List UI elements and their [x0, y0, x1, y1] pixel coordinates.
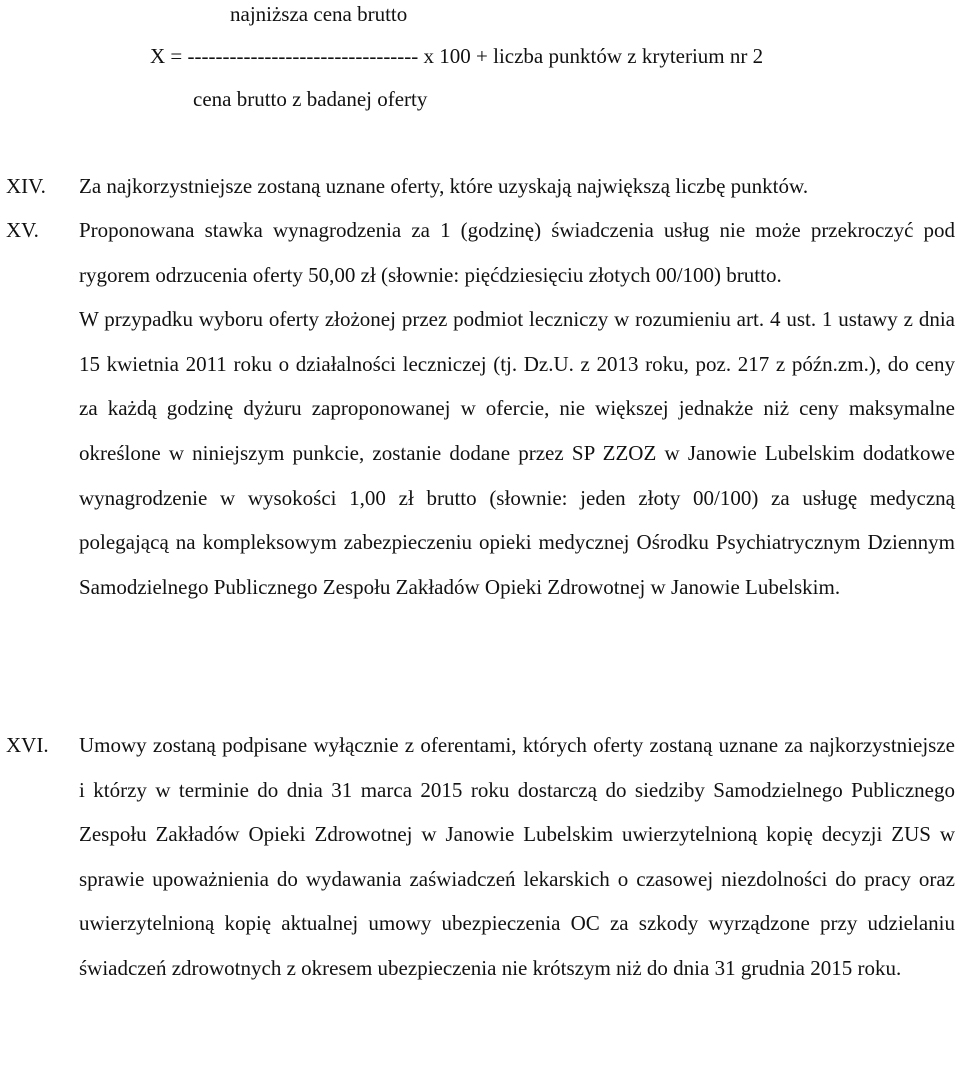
formula-denominator: cena brutto z badanej oferty	[193, 87, 428, 111]
section-body	[79, 164, 955, 209]
formula-main-line: X = --------------------------------- x 100 + liczba punktów z kryterium nr 2	[150, 44, 764, 68]
paragraph: Umowy zostaną podpisane wyłącznie z oferentami, których oferty zostaną uznane za najkorzystniejsze i którzy w terminie do dnia 31 marca 2015 roku dostarczą do siedziby Samodzielnego Publicznego Zespołu Zakładów Opieki Zdrowotnej w Janowie Lubelskim uwierzytelnioną kopię decyzji ZUS w sprawie upoważnienia do wydawania zaświadczeń lekarskich o czasowej niezdolności do pracy oraz uwierzytelnioną kopię aktualnej umowy ubezpieczenia OC za szkody wyrządzone przy udzielaniu świadczeń zdrowotnych z okresem ubezpieczenia nie krótszym niż do dnia 31 grudnia 2015 roku.	[79, 733, 955, 980]
formula-numerator: najniższa cena brutto	[230, 2, 408, 26]
section-number: XVI.	[6, 733, 49, 757]
section-body	[79, 208, 955, 609]
paragraph: Proponowana stawka wynagrodzenia za 1 (godzinę) świadczenia usług nie może przekroczyć pod rygorem odrzucenia oferty 50,00 zł (słownie: pięćdziesięciu złotych 00/100) brutto.	[79, 218, 955, 287]
paragraph: Za najkorzystniejsze zostaną uznane oferty, które uzyskają największą liczbę punktów.	[79, 174, 809, 198]
paragraph: W przypadku wyboru oferty złożonej przez podmiot leczniczy w rozumieniu art. 4 ust. 1 ustawy z dnia 15 kwietnia 2011 roku o działalności leczniczej (tj. Dz.U. z 2013 roku, poz. 217 z późn.zm.), do ceny za każdą godzinę dyżuru zaproponowanej w ofercie, nie większej jednakże niż ceny maksymalne określone w niniejszym punkcie, zostanie dodane przez SP ZZOZ w Janowie Lubelskim dodatkowe wynagrodzenie w wysokości 1,00 zł brutto (słownie: jeden złoty 00/100) za usługę medyczną polegającą na kompleksowym zabezpieczeniu opieki medycznej Ośrodku Psychiatrycznym Dziennym Samodzielnego Publicznego Zespołu Zakładów Opieki Zdrowotnej w Janowie Lubelskim.	[79, 307, 955, 599]
section-body	[79, 723, 955, 991]
section-number: XV.	[6, 218, 39, 242]
section-number: XIV.	[6, 174, 46, 198]
